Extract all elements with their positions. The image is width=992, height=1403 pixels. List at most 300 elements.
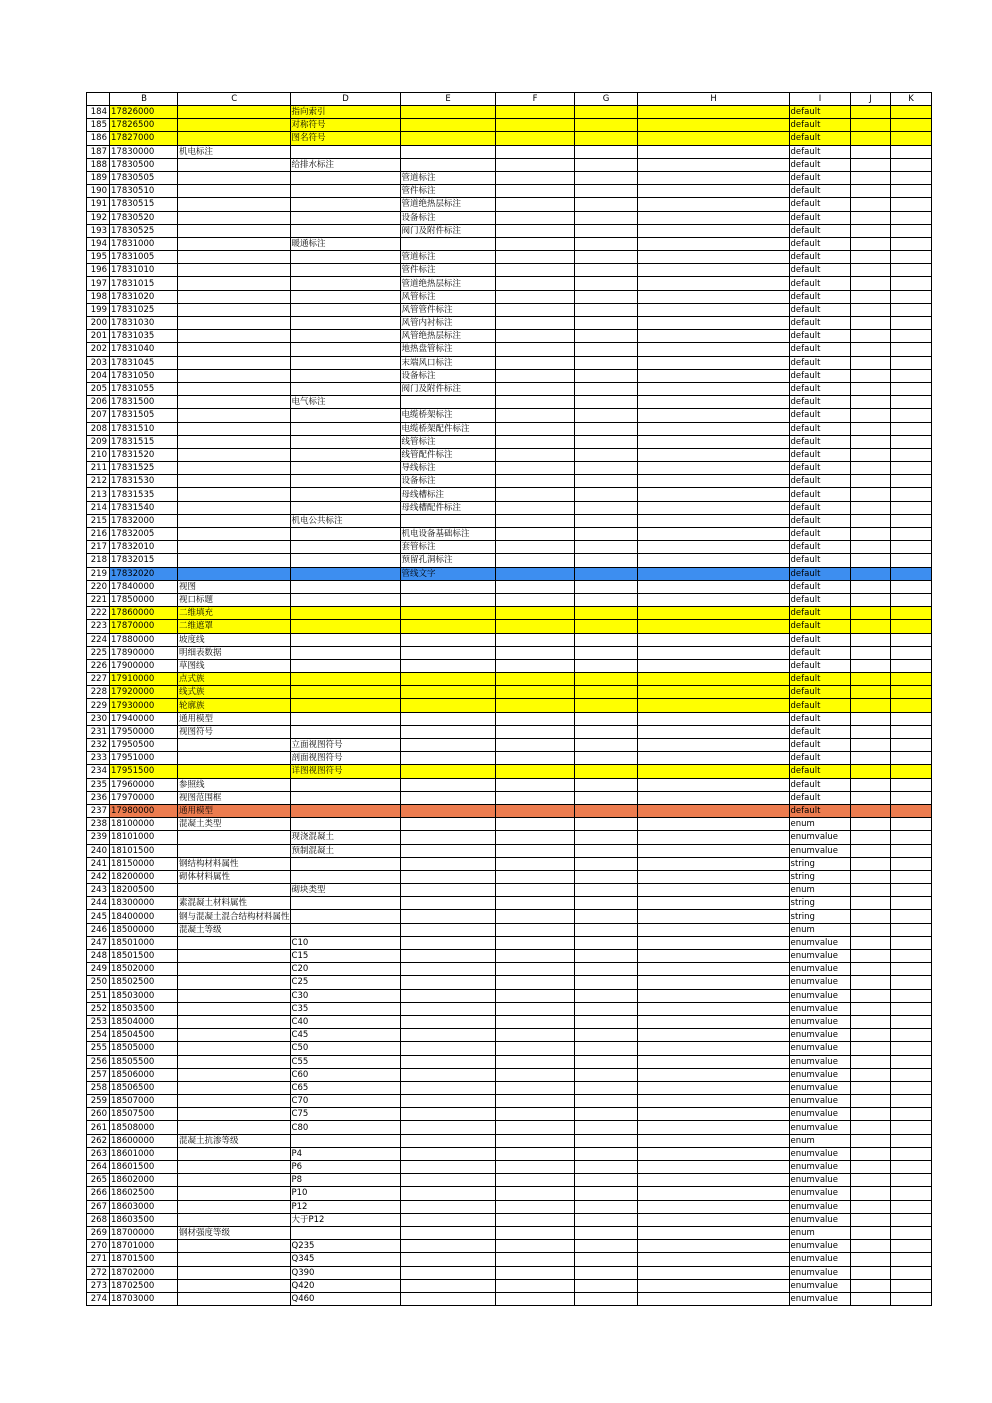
cell-k[interactable] <box>890 1266 931 1279</box>
cell-i[interactable]: default <box>789 119 850 132</box>
cell-g[interactable] <box>574 1121 637 1134</box>
cell-c[interactable]: 二维填充 <box>178 607 291 620</box>
cell-f[interactable] <box>495 396 574 409</box>
cell-c[interactable]: 混凝土抗渗等级 <box>178 1134 291 1147</box>
cell-d[interactable]: C80 <box>290 1121 400 1134</box>
cell-h[interactable] <box>637 646 789 659</box>
cell-h[interactable] <box>637 1068 789 1081</box>
cell-d[interactable] <box>290 910 400 923</box>
row-number[interactable]: 212 <box>87 475 110 488</box>
row-number[interactable]: 270 <box>87 1240 110 1253</box>
cell-h[interactable] <box>637 158 789 171</box>
cell-k[interactable] <box>890 501 931 514</box>
cell-d[interactable] <box>290 541 400 554</box>
cell-k[interactable] <box>890 317 931 330</box>
cell-i[interactable]: default <box>789 251 850 264</box>
cell-i[interactable]: enum <box>789 923 850 936</box>
cell-i[interactable]: enumvalue <box>789 1029 850 1042</box>
cell-g[interactable] <box>574 1015 637 1028</box>
cell-i[interactable]: string <box>789 897 850 910</box>
cell-j[interactable] <box>850 488 890 501</box>
cell-h[interactable] <box>637 1081 789 1094</box>
cell-d[interactable] <box>290 303 400 316</box>
cell-c[interactable] <box>178 488 291 501</box>
cell-f[interactable] <box>495 963 574 976</box>
cell-e[interactable]: 电缆桥架标注 <box>400 409 495 422</box>
cell-f[interactable] <box>495 936 574 949</box>
cell-i[interactable]: enumvalue <box>789 1015 850 1028</box>
cell-h[interactable] <box>637 884 789 897</box>
cell-e[interactable] <box>400 976 495 989</box>
cell-d[interactable]: 暖通标注 <box>290 237 400 250</box>
cell-j[interactable] <box>850 567 890 580</box>
cell-d[interactable]: Q420 <box>290 1279 400 1292</box>
cell-e[interactable]: 风管绝热层标注 <box>400 330 495 343</box>
cell-h[interactable] <box>637 976 789 989</box>
row-number[interactable]: 262 <box>87 1134 110 1147</box>
cell-d[interactable] <box>290 369 400 382</box>
cell-j[interactable] <box>850 422 890 435</box>
cell-d[interactable] <box>290 725 400 738</box>
cell-e[interactable]: 阀门及附件标注 <box>400 224 495 237</box>
cell-h[interactable] <box>637 264 789 277</box>
cell-k[interactable] <box>890 804 931 817</box>
cell-f[interactable] <box>495 158 574 171</box>
cell-k[interactable] <box>890 778 931 791</box>
cell-b[interactable]: 17830000 <box>110 145 178 158</box>
cell-e[interactable]: 线管标注 <box>400 435 495 448</box>
cell-c[interactable]: 草图线 <box>178 659 291 672</box>
row-number[interactable]: 221 <box>87 593 110 606</box>
cell-j[interactable] <box>850 752 890 765</box>
cell-f[interactable] <box>495 1174 574 1187</box>
cell-d[interactable] <box>290 528 400 541</box>
cell-b[interactable]: 18600000 <box>110 1134 178 1147</box>
cell-b[interactable]: 17831045 <box>110 356 178 369</box>
cell-e[interactable] <box>400 1200 495 1213</box>
row-number[interactable]: 239 <box>87 831 110 844</box>
cell-d[interactable] <box>290 633 400 646</box>
cell-i[interactable]: enumvalue <box>789 1187 850 1200</box>
cell-j[interactable] <box>850 1240 890 1253</box>
cell-f[interactable] <box>495 989 574 1002</box>
cell-c[interactable]: 参照线 <box>178 778 291 791</box>
column-header-j[interactable]: J <box>850 93 890 106</box>
cell-k[interactable] <box>890 739 931 752</box>
cell-k[interactable] <box>890 567 931 580</box>
row-number[interactable]: 265 <box>87 1174 110 1187</box>
cell-j[interactable] <box>850 607 890 620</box>
cell-i[interactable]: string <box>789 870 850 883</box>
cell-d[interactable]: C75 <box>290 1108 400 1121</box>
cell-g[interactable] <box>574 330 637 343</box>
cell-e[interactable] <box>400 659 495 672</box>
cell-e[interactable] <box>400 1266 495 1279</box>
cell-e[interactable] <box>400 1042 495 1055</box>
cell-d[interactable] <box>290 185 400 198</box>
cell-h[interactable] <box>637 501 789 514</box>
cell-h[interactable] <box>637 725 789 738</box>
cell-i[interactable]: enumvalue <box>789 1081 850 1094</box>
cell-c[interactable] <box>178 1187 291 1200</box>
cell-b[interactable]: 17830520 <box>110 211 178 224</box>
cell-d[interactable] <box>290 673 400 686</box>
row-number[interactable]: 250 <box>87 976 110 989</box>
cell-d[interactable] <box>290 580 400 593</box>
cell-d[interactable]: 预制混凝土 <box>290 844 400 857</box>
row-number[interactable]: 211 <box>87 462 110 475</box>
cell-g[interactable] <box>574 1055 637 1068</box>
cell-j[interactable] <box>850 317 890 330</box>
cell-k[interactable] <box>890 857 931 870</box>
row-number[interactable]: 241 <box>87 857 110 870</box>
cell-e[interactable] <box>400 752 495 765</box>
cell-c[interactable]: 通用模型 <box>178 804 291 817</box>
cell-f[interactable] <box>495 686 574 699</box>
row-number[interactable]: 213 <box>87 488 110 501</box>
cell-g[interactable] <box>574 1240 637 1253</box>
cell-f[interactable] <box>495 739 574 752</box>
cell-j[interactable] <box>850 699 890 712</box>
row-number[interactable]: 229 <box>87 699 110 712</box>
cell-k[interactable] <box>890 541 931 554</box>
cell-h[interactable] <box>637 1095 789 1108</box>
cell-b[interactable]: 17832005 <box>110 528 178 541</box>
cell-i[interactable]: enumvalue <box>789 1108 850 1121</box>
cell-c[interactable]: 二维遮罩 <box>178 620 291 633</box>
cell-k[interactable] <box>890 1029 931 1042</box>
cell-e[interactable] <box>400 765 495 778</box>
cell-g[interactable] <box>574 1279 637 1292</box>
row-number[interactable]: 210 <box>87 448 110 461</box>
cell-i[interactable]: default <box>789 514 850 527</box>
cell-d[interactable] <box>290 686 400 699</box>
row-number[interactable]: 272 <box>87 1266 110 1279</box>
column-header-c[interactable]: C <box>178 93 291 106</box>
cell-h[interactable] <box>637 1134 789 1147</box>
cell-b[interactable]: 18505000 <box>110 1042 178 1055</box>
cell-i[interactable]: enumvalue <box>789 1147 850 1160</box>
cell-k[interactable] <box>890 119 931 132</box>
cell-k[interactable] <box>890 409 931 422</box>
cell-e[interactable]: 管道标注 <box>400 251 495 264</box>
row-number[interactable]: 222 <box>87 607 110 620</box>
row-number[interactable]: 202 <box>87 343 110 356</box>
cell-c[interactable] <box>178 1081 291 1094</box>
cell-i[interactable]: enumvalue <box>789 1174 850 1187</box>
cell-h[interactable] <box>637 462 789 475</box>
cell-d[interactable] <box>290 1134 400 1147</box>
cell-j[interactable] <box>850 923 890 936</box>
column-header-d[interactable]: D <box>290 93 400 106</box>
cell-j[interactable] <box>850 211 890 224</box>
cell-d[interactable] <box>290 382 400 395</box>
cell-g[interactable] <box>574 396 637 409</box>
cell-g[interactable] <box>574 382 637 395</box>
cell-i[interactable]: default <box>789 752 850 765</box>
cell-k[interactable] <box>890 514 931 527</box>
cell-d[interactable]: C45 <box>290 1029 400 1042</box>
cell-b[interactable]: 17880000 <box>110 633 178 646</box>
cell-f[interactable] <box>495 884 574 897</box>
cell-j[interactable] <box>850 1174 890 1187</box>
cell-i[interactable]: enumvalue <box>789 1068 850 1081</box>
cell-b[interactable]: 17831050 <box>110 369 178 382</box>
cell-k[interactable] <box>890 462 931 475</box>
cell-h[interactable] <box>637 699 789 712</box>
row-number[interactable]: 226 <box>87 659 110 672</box>
cell-e[interactable] <box>400 1134 495 1147</box>
cell-e[interactable]: 母线槽配件标注 <box>400 501 495 514</box>
cell-k[interactable] <box>890 765 931 778</box>
cell-j[interactable] <box>850 765 890 778</box>
cell-j[interactable] <box>850 106 890 119</box>
cell-b[interactable]: 18150000 <box>110 857 178 870</box>
cell-f[interactable] <box>495 1002 574 1015</box>
cell-k[interactable] <box>890 633 931 646</box>
cell-g[interactable] <box>574 290 637 303</box>
cell-d[interactable] <box>290 317 400 330</box>
cell-d[interactable]: 指向索引 <box>290 106 400 119</box>
cell-f[interactable] <box>495 765 574 778</box>
cell-k[interactable] <box>890 1200 931 1213</box>
cell-c[interactable] <box>178 541 291 554</box>
cell-k[interactable] <box>890 330 931 343</box>
cell-d[interactable] <box>290 224 400 237</box>
cell-k[interactable] <box>890 1134 931 1147</box>
cell-e[interactable]: 设备标注 <box>400 211 495 224</box>
cell-c[interactable] <box>178 198 291 211</box>
cell-d[interactable] <box>290 818 400 831</box>
cell-e[interactable] <box>400 119 495 132</box>
cell-k[interactable] <box>890 356 931 369</box>
cell-k[interactable] <box>890 158 931 171</box>
cell-d[interactable]: P12 <box>290 1200 400 1213</box>
cell-e[interactable]: 风管标注 <box>400 290 495 303</box>
cell-k[interactable] <box>890 910 931 923</box>
row-number[interactable]: 192 <box>87 211 110 224</box>
cell-h[interactable] <box>637 514 789 527</box>
cell-j[interactable] <box>850 145 890 158</box>
cell-h[interactable] <box>637 1002 789 1015</box>
cell-i[interactable]: enumvalue <box>789 1042 850 1055</box>
cell-g[interactable] <box>574 936 637 949</box>
cell-f[interactable] <box>495 607 574 620</box>
cell-k[interactable] <box>890 1226 931 1239</box>
cell-h[interactable] <box>637 818 789 831</box>
cell-i[interactable]: default <box>789 554 850 567</box>
cell-h[interactable] <box>637 897 789 910</box>
cell-k[interactable] <box>890 1095 931 1108</box>
cell-g[interactable] <box>574 1161 637 1174</box>
row-number[interactable]: 273 <box>87 1279 110 1292</box>
cell-i[interactable]: enumvalue <box>789 1253 850 1266</box>
cell-f[interactable] <box>495 857 574 870</box>
cell-e[interactable] <box>400 884 495 897</box>
cell-j[interactable] <box>850 1266 890 1279</box>
cell-e[interactable]: 机电设备基础标注 <box>400 528 495 541</box>
cell-k[interactable] <box>890 1213 931 1226</box>
cell-b[interactable]: 17831030 <box>110 317 178 330</box>
cell-k[interactable] <box>890 475 931 488</box>
cell-h[interactable] <box>637 950 789 963</box>
cell-j[interactable] <box>850 844 890 857</box>
cell-f[interactable] <box>495 1095 574 1108</box>
cell-c[interactable] <box>178 963 291 976</box>
cell-g[interactable] <box>574 923 637 936</box>
cell-j[interactable] <box>850 1121 890 1134</box>
cell-i[interactable]: default <box>789 712 850 725</box>
cell-c[interactable] <box>178 396 291 409</box>
cell-k[interactable] <box>890 989 931 1002</box>
cell-i[interactable]: default <box>789 198 850 211</box>
row-number[interactable]: 224 <box>87 633 110 646</box>
cell-g[interactable] <box>574 870 637 883</box>
cell-h[interactable] <box>637 659 789 672</box>
cell-e[interactable]: 管线文字 <box>400 567 495 580</box>
cell-c[interactable] <box>178 330 291 343</box>
cell-g[interactable] <box>574 158 637 171</box>
cell-g[interactable] <box>574 435 637 448</box>
cell-f[interactable] <box>495 1029 574 1042</box>
cell-d[interactable]: 现浇混凝土 <box>290 831 400 844</box>
cell-h[interactable] <box>637 343 789 356</box>
cell-g[interactable] <box>574 1253 637 1266</box>
cell-j[interactable] <box>850 1253 890 1266</box>
cell-j[interactable] <box>850 1292 890 1305</box>
cell-k[interactable] <box>890 1055 931 1068</box>
cell-b[interactable]: 17832010 <box>110 541 178 554</box>
cell-j[interactable] <box>850 158 890 171</box>
cell-i[interactable]: default <box>789 185 850 198</box>
cell-c[interactable] <box>178 290 291 303</box>
cell-h[interactable] <box>637 132 789 145</box>
cell-h[interactable] <box>637 554 789 567</box>
row-number[interactable]: 268 <box>87 1213 110 1226</box>
column-header-k[interactable]: K <box>890 93 931 106</box>
cell-j[interactable] <box>850 976 890 989</box>
cell-f[interactable] <box>495 369 574 382</box>
cell-h[interactable] <box>637 673 789 686</box>
cell-c[interactable] <box>178 976 291 989</box>
cell-k[interactable] <box>890 646 931 659</box>
cell-i[interactable]: default <box>789 475 850 488</box>
cell-e[interactable] <box>400 1187 495 1200</box>
cell-d[interactable]: Q460 <box>290 1292 400 1305</box>
cell-i[interactable]: enumvalue <box>789 844 850 857</box>
cell-f[interactable] <box>495 277 574 290</box>
cell-c[interactable] <box>178 343 291 356</box>
row-number[interactable]: 247 <box>87 936 110 949</box>
cell-d[interactable]: C25 <box>290 976 400 989</box>
cell-g[interactable] <box>574 1095 637 1108</box>
cell-h[interactable] <box>637 171 789 184</box>
cell-e[interactable]: 套管标注 <box>400 541 495 554</box>
cell-f[interactable] <box>495 831 574 844</box>
cell-g[interactable] <box>574 1213 637 1226</box>
cell-f[interactable] <box>495 198 574 211</box>
cell-f[interactable] <box>495 356 574 369</box>
cell-b[interactable]: 18500000 <box>110 923 178 936</box>
cell-h[interactable] <box>637 422 789 435</box>
cell-j[interactable] <box>850 725 890 738</box>
cell-f[interactable] <box>495 752 574 765</box>
cell-b[interactable]: 17827000 <box>110 132 178 145</box>
cell-c[interactable] <box>178 106 291 119</box>
cell-j[interactable] <box>850 1187 890 1200</box>
cell-e[interactable] <box>400 686 495 699</box>
cell-f[interactable] <box>495 382 574 395</box>
cell-c[interactable]: 视图符号 <box>178 725 291 738</box>
cell-b[interactable]: 18602000 <box>110 1174 178 1187</box>
cell-b[interactable]: 18502000 <box>110 963 178 976</box>
cell-k[interactable] <box>890 1121 931 1134</box>
cell-h[interactable] <box>637 303 789 316</box>
cell-e[interactable] <box>400 1108 495 1121</box>
cell-b[interactable]: 18703000 <box>110 1292 178 1305</box>
cell-d[interactable]: C55 <box>290 1055 400 1068</box>
cell-k[interactable] <box>890 1253 931 1266</box>
cell-h[interactable] <box>637 290 789 303</box>
cell-d[interactable]: Q235 <box>290 1240 400 1253</box>
cell-h[interactable] <box>637 831 789 844</box>
cell-g[interactable] <box>574 501 637 514</box>
cell-k[interactable] <box>890 211 931 224</box>
cell-j[interactable] <box>850 198 890 211</box>
cell-e[interactable] <box>400 870 495 883</box>
cell-k[interactable] <box>890 870 931 883</box>
cell-f[interactable] <box>495 1015 574 1028</box>
cell-i[interactable]: enumvalue <box>789 1095 850 1108</box>
cell-g[interactable] <box>574 356 637 369</box>
cell-j[interactable] <box>850 409 890 422</box>
cell-d[interactable]: C30 <box>290 989 400 1002</box>
cell-d[interactable] <box>290 646 400 659</box>
cell-i[interactable]: default <box>789 303 850 316</box>
cell-f[interactable] <box>495 1266 574 1279</box>
cell-g[interactable] <box>574 699 637 712</box>
cell-h[interactable] <box>637 277 789 290</box>
cell-j[interactable] <box>850 831 890 844</box>
cell-i[interactable]: default <box>789 171 850 184</box>
cell-k[interactable] <box>890 435 931 448</box>
cell-b[interactable]: 18601000 <box>110 1147 178 1160</box>
cell-g[interactable] <box>574 620 637 633</box>
cell-d[interactable]: 立面视图符号 <box>290 739 400 752</box>
cell-f[interactable] <box>495 237 574 250</box>
cell-d[interactable]: Q345 <box>290 1253 400 1266</box>
cell-c[interactable] <box>178 950 291 963</box>
row-number[interactable]: 260 <box>87 1108 110 1121</box>
row-number[interactable]: 207 <box>87 409 110 422</box>
cell-b[interactable]: 18100000 <box>110 818 178 831</box>
cell-d[interactable]: 图名符号 <box>290 132 400 145</box>
cell-f[interactable] <box>495 514 574 527</box>
row-number[interactable]: 204 <box>87 369 110 382</box>
cell-c[interactable] <box>178 1213 291 1226</box>
cell-g[interactable] <box>574 778 637 791</box>
cell-k[interactable] <box>890 396 931 409</box>
cell-d[interactable] <box>290 712 400 725</box>
cell-e[interactable] <box>400 804 495 817</box>
cell-f[interactable] <box>495 264 574 277</box>
row-number[interactable]: 196 <box>87 264 110 277</box>
cell-f[interactable] <box>495 778 574 791</box>
cell-e[interactable] <box>400 1213 495 1226</box>
cell-h[interactable] <box>637 989 789 1002</box>
cell-i[interactable]: enumvalue <box>789 976 850 989</box>
cell-h[interactable] <box>637 106 789 119</box>
